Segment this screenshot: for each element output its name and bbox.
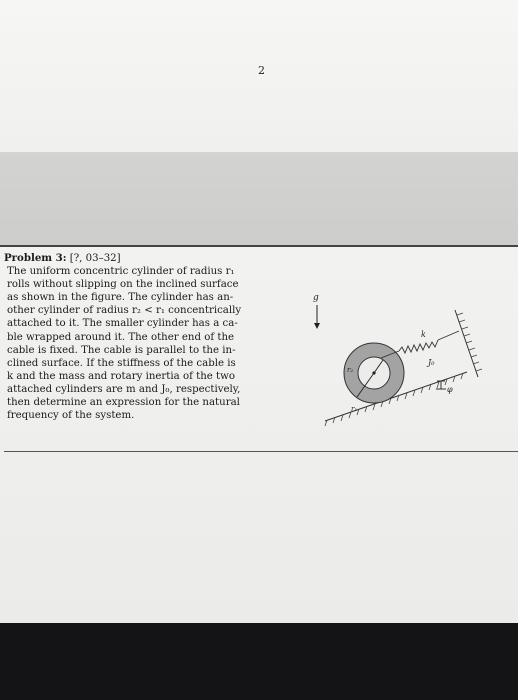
stiffness-label: k [421, 330, 426, 339]
problem-reference: [?, 03–32] [69, 253, 121, 264]
inertia-label: J₀ [428, 358, 435, 367]
dark-background [0, 623, 518, 700]
problem-title-line [4, 252, 266, 265]
wall-hatching [457, 313, 482, 371]
problem-line: rolls without slipping on the inclined surface [7, 279, 239, 291]
problem-line: frequency of the system. [7, 410, 135, 422]
cable-end [438, 331, 459, 340]
figure-drawing [295, 285, 510, 435]
page-number: 2 [258, 64, 265, 77]
gravity-label: g [313, 293, 319, 303]
angle-label: φ [447, 385, 453, 394]
problem-line: The uniform concentric cylinder of radius r₁ [7, 266, 235, 278]
cylinder-figure [295, 285, 510, 435]
spring-icon [399, 340, 438, 353]
bottom-rule [4, 451, 518, 452]
fixed-wall [455, 310, 478, 377]
page-gap [0, 152, 518, 245]
outer-radius-label: r₁ [351, 405, 358, 413]
problem-line: other cylinder of radius r₂ < r₁ concentrically [7, 305, 242, 317]
gravity-arrowhead-icon [314, 323, 320, 329]
top-rule [0, 245, 518, 247]
lower-page [0, 245, 518, 623]
problem-line: cable is fixed. The cable is parallel to the in- [7, 344, 236, 356]
inner-radius-label: r₂ [347, 366, 354, 374]
problem-line: then determine an expression for the natural [7, 397, 240, 409]
problem-line: attached to it. The smaller cylinder has a ca- [7, 318, 238, 330]
problem-statement [4, 252, 266, 422]
problem-line: attached cylinders are m and J₀, respectively, [7, 383, 241, 395]
problem-line: k and the mass and rotary inertia of the two [7, 370, 235, 382]
problem-line: clined surface. If the stiffness of the cable is [7, 357, 236, 369]
problem-line: ble wrapped around it. The other end of the [7, 331, 235, 343]
upper-page [0, 0, 518, 152]
problem-heading: Problem 3: [4, 252, 67, 264]
problem-line: as shown in the figure. The cylinder has an- [7, 292, 234, 304]
